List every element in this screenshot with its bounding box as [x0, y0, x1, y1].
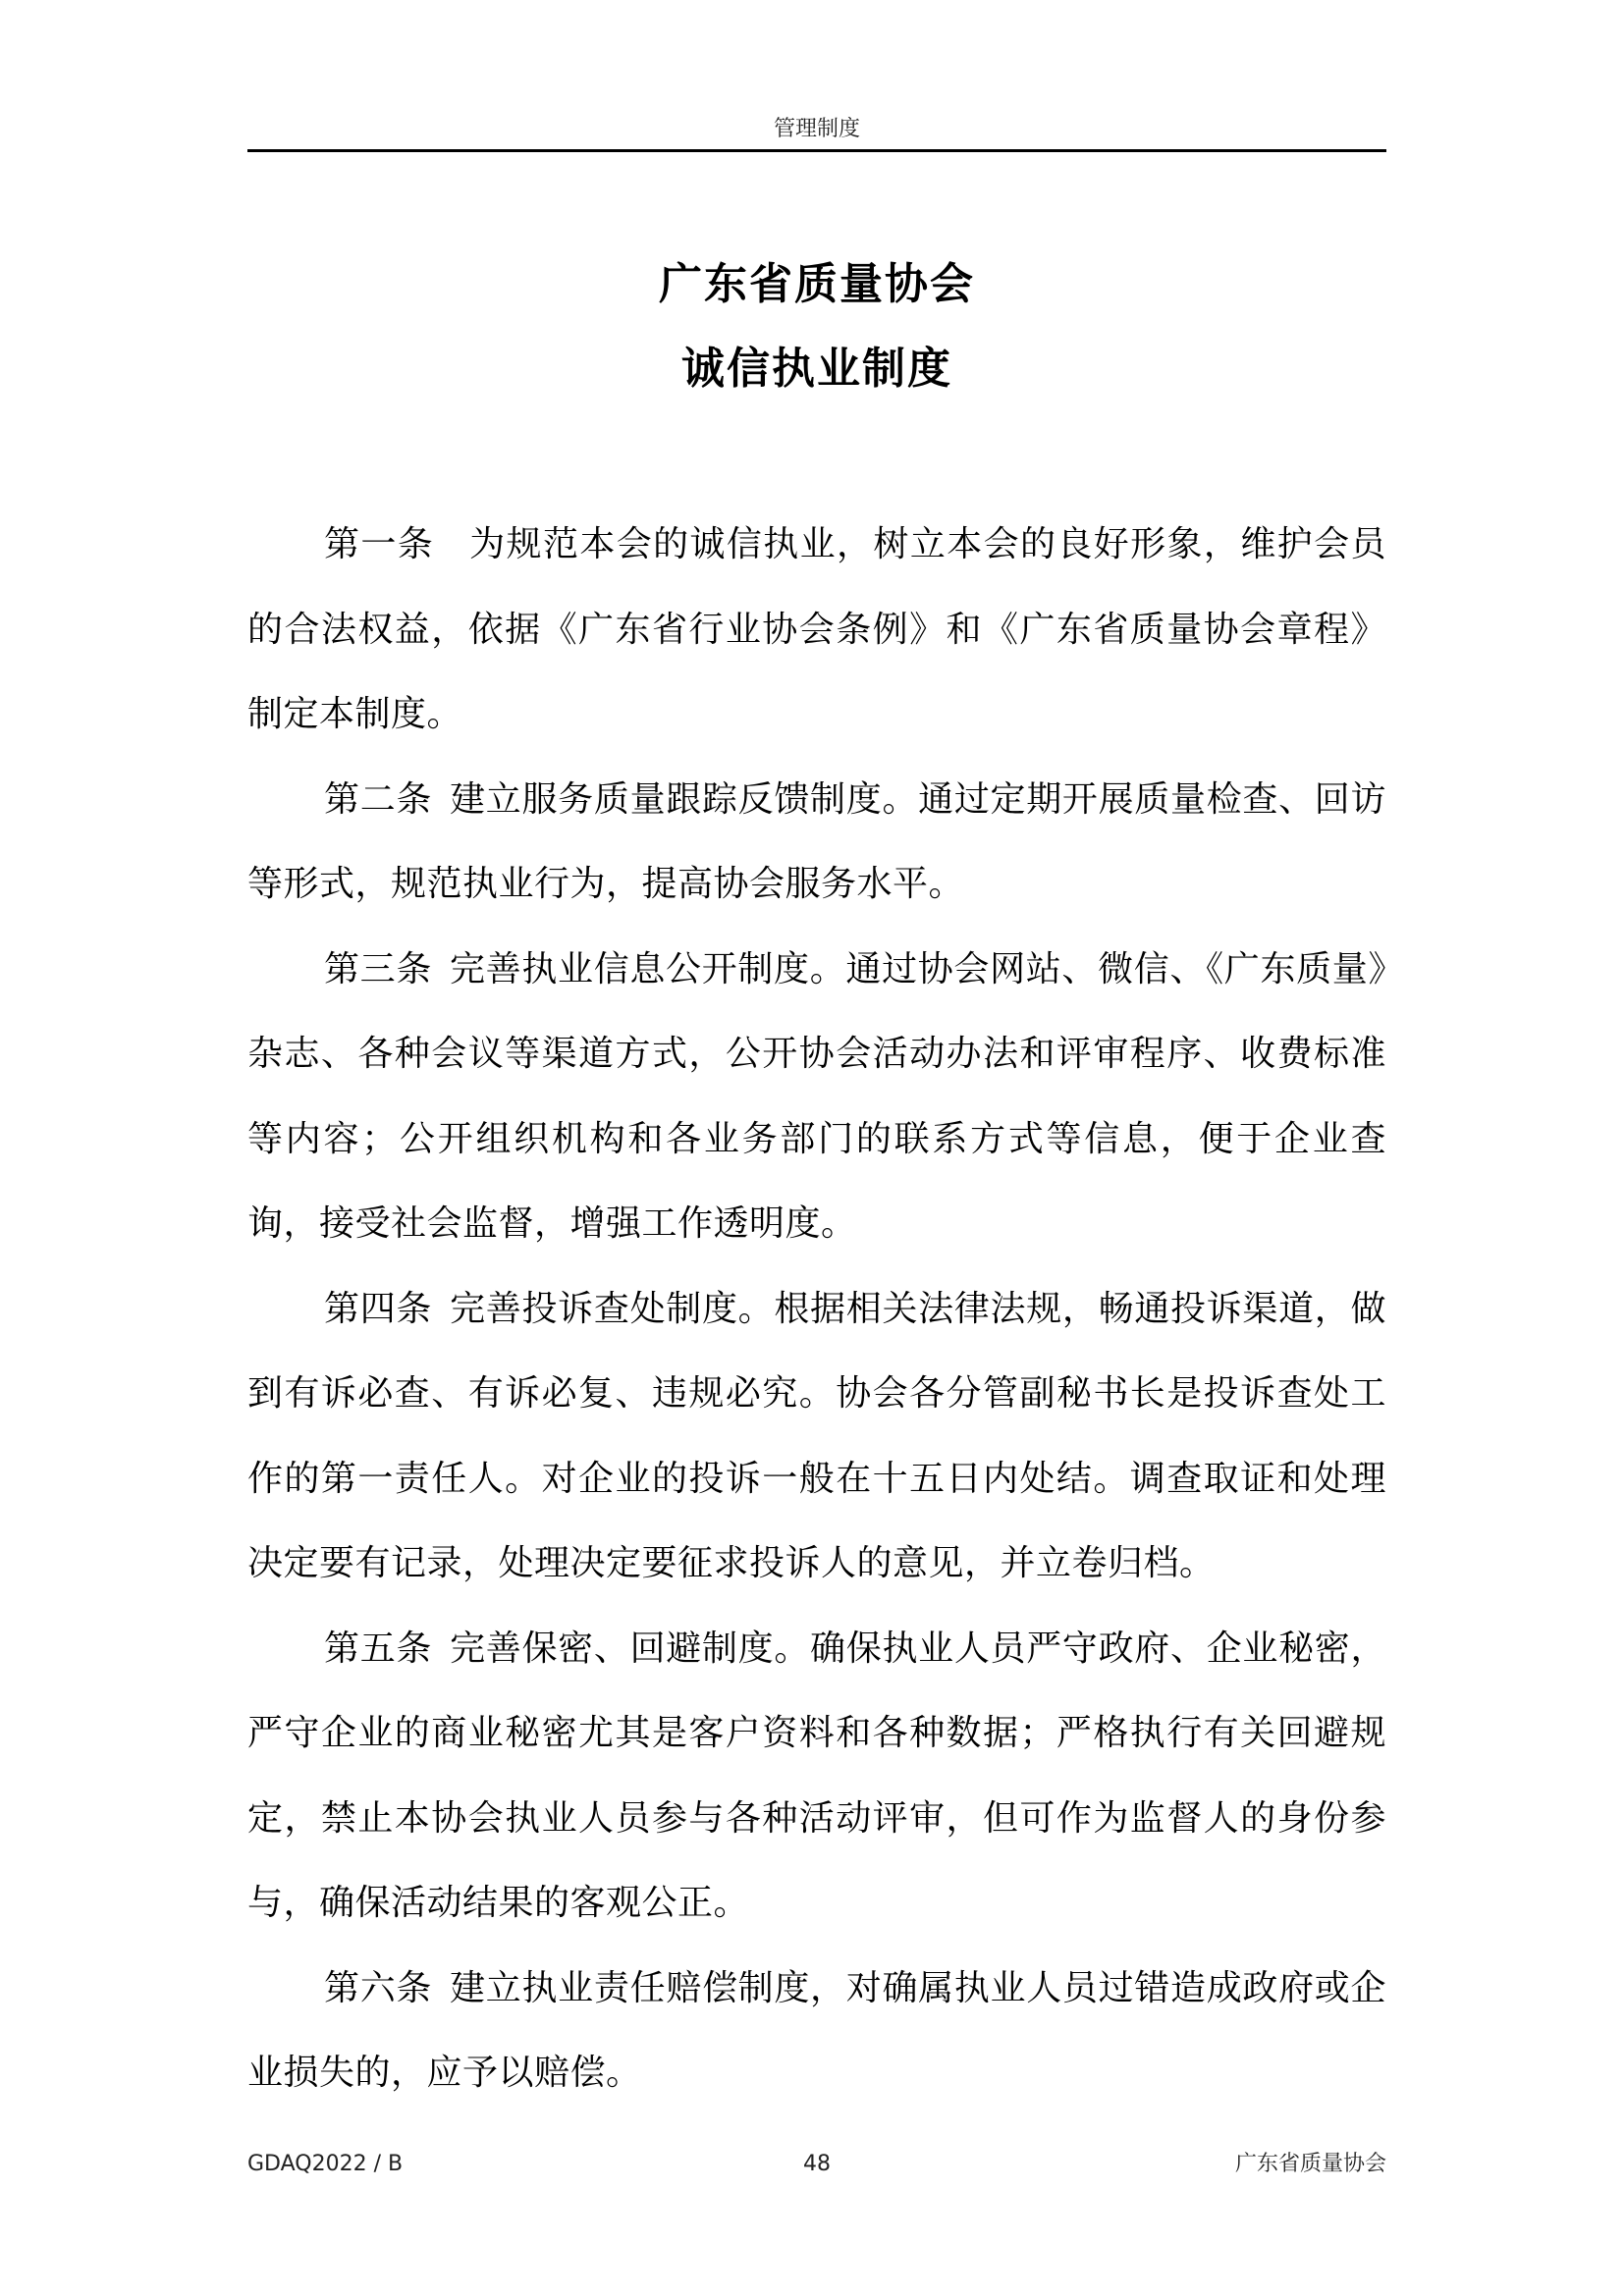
document-title-line2: 诚信执业制度	[681, 344, 952, 394]
article-label: 第四条	[324, 1288, 433, 1329]
article-5	[247, 1607, 1386, 1947]
page-footer	[247, 2145, 1386, 2184]
article-text: 建立服务质量跟踪反馈制度。通过定期开展质量检查、回访等形式，规范执业行为，提高协会服务水平。	[247, 778, 1386, 904]
article-3	[247, 928, 1386, 1267]
article-text: 完善执业信息公开制度。通过协会网站、微信、《广东质量》杂志、各种会议等渠道方式，公开协会活动办法和评审程序、收费标准等内容；公开组织机构和各业务部门的联系方式等信息，便于企业查询，接受社会监督，增强工作透明度。	[247, 948, 1386, 1244]
page-header: 管理制度	[773, 117, 860, 141]
article-text: 完善保密、回避制度。确保执业人员严守政府、企业秘密，严守企业的商业秘密尤其是客户资料和各种数据；严格执行有关回避规定，禁止本协会执业人员参与各种活动评审，但可作为监督人的身份参与，确保活动结果的客观公正。	[247, 1628, 1386, 1923]
article-label: 第五条	[324, 1628, 433, 1669]
document-body	[247, 503, 1386, 2116]
page-number: 48	[803, 2152, 831, 2176]
article-1	[247, 503, 1386, 758]
article-label: 第二条	[324, 778, 433, 820]
article-text: 完善投诉查处制度。根据相关法律法规，畅通投诉渠道，做到有诉必查、有诉必复、违规必究。协会各分管副秘书长是投诉查处工作的第一责任人。对企业的投诉一般在十五日内处结。调查取证和处理决定要有记录，处理决定要征求投诉人的意见，并立卷归档。	[247, 1288, 1386, 1583]
article-4	[247, 1267, 1386, 1607]
document-code: GDAQ2022 / B	[247, 2152, 404, 2176]
header-divider	[247, 149, 1386, 152]
article-2	[247, 758, 1386, 928]
article-label: 第三条	[324, 948, 433, 989]
article-text: 建立执业责任赔偿制度，对确属执业人员过错造成政府或企业损失的，应予以赔偿。	[247, 1967, 1386, 2093]
document-title-line1: 广东省质量协会	[659, 259, 975, 309]
organization-name: 广东省质量协会	[1234, 2152, 1386, 2176]
article-label: 第六条	[324, 1967, 433, 2008]
article-label: 第一条	[324, 524, 435, 564]
article-text: 为规范本会的诚信执业，树立本会的良好形象，维护会员的合法权益，依据《广东省行业协会条例》和《广东省质量协会章程》制定本制度。	[247, 524, 1386, 734]
article-6	[247, 1947, 1386, 2116]
